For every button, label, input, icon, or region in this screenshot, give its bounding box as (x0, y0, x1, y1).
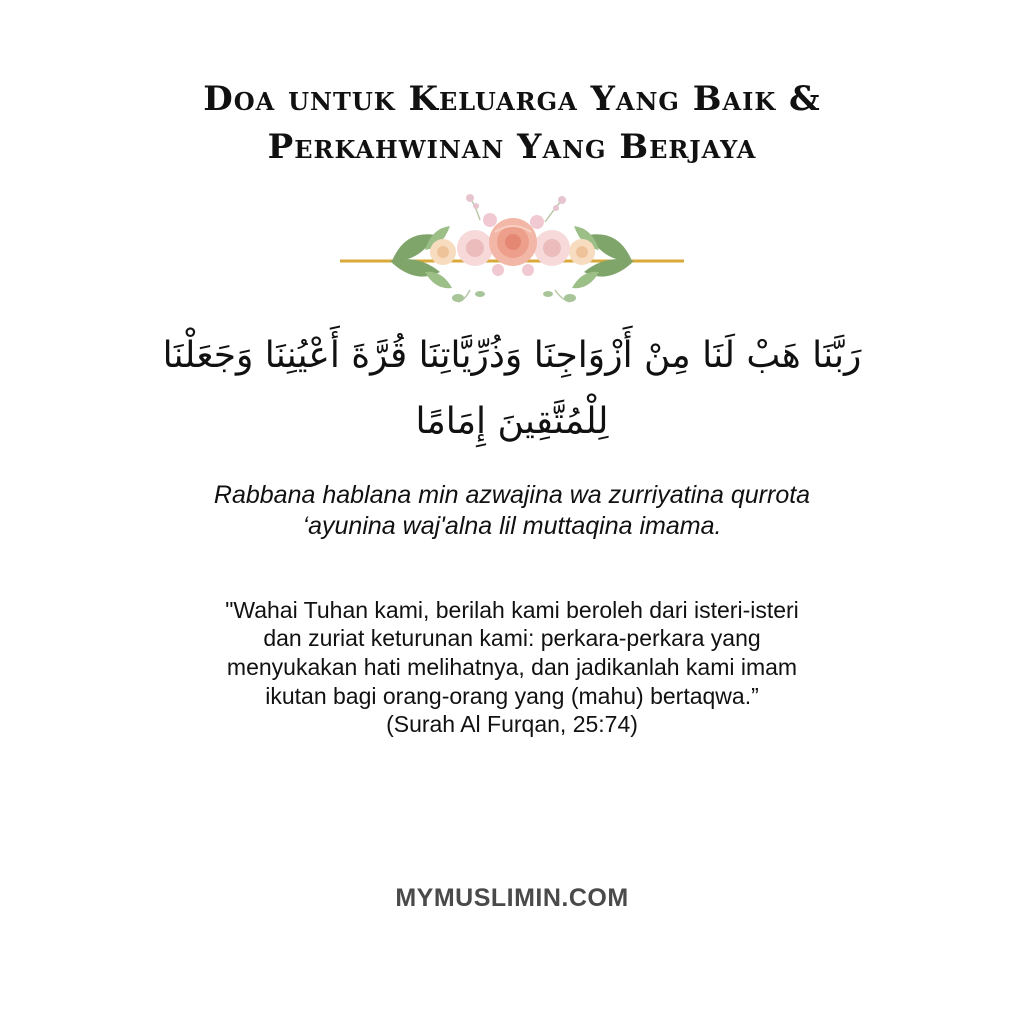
surah-reference: (Surah Al Furqan, 25:74) (386, 711, 638, 737)
title-line-1: Doa untuk Keluarga Yang Baik & (203, 79, 821, 119)
transliteration-line-1: Rabbana hablana min azwajina wa zurriyatina qurrota (213, 481, 811, 509)
title-line-2: Perkahwinan Yang Berjaya (267, 127, 757, 167)
transliteration-line-2: ‘ayunina waj'alna lil muttaqina imama. (302, 512, 722, 540)
meaning-line-1: "Wahai Tuhan kami, berilah kami beroleh dari isteri-isteri (225, 597, 799, 623)
meaning-line-2: dan zuriat keturunan kami: perkara-perkara yang (263, 625, 761, 651)
meaning-line-4: ikutan bagi orang-orang yang (mahu) bertaqwa.” (265, 683, 759, 709)
floral-divider-icon (330, 190, 694, 310)
arabic-verse-line-2: لِلْمُتَّقِينَ إِمَامًا (415, 401, 609, 442)
sprig-buds (466, 194, 566, 211)
center-flower (489, 218, 537, 266)
meaning-line-3: menyukakan hati melihatnya, dan jadikanlah kami imam (226, 654, 798, 680)
website-footer: MYMUSLIMIN.COM (395, 884, 629, 912)
arabic-verse-line-1: رَبَّنَا هَبْ لَنَا مِنْ أَزْوَاجِنَا وَذُرِّيَّاتِنَا قُرَّةَ أَعْيُنِنَا وَجَعَلْنَا (162, 335, 862, 376)
